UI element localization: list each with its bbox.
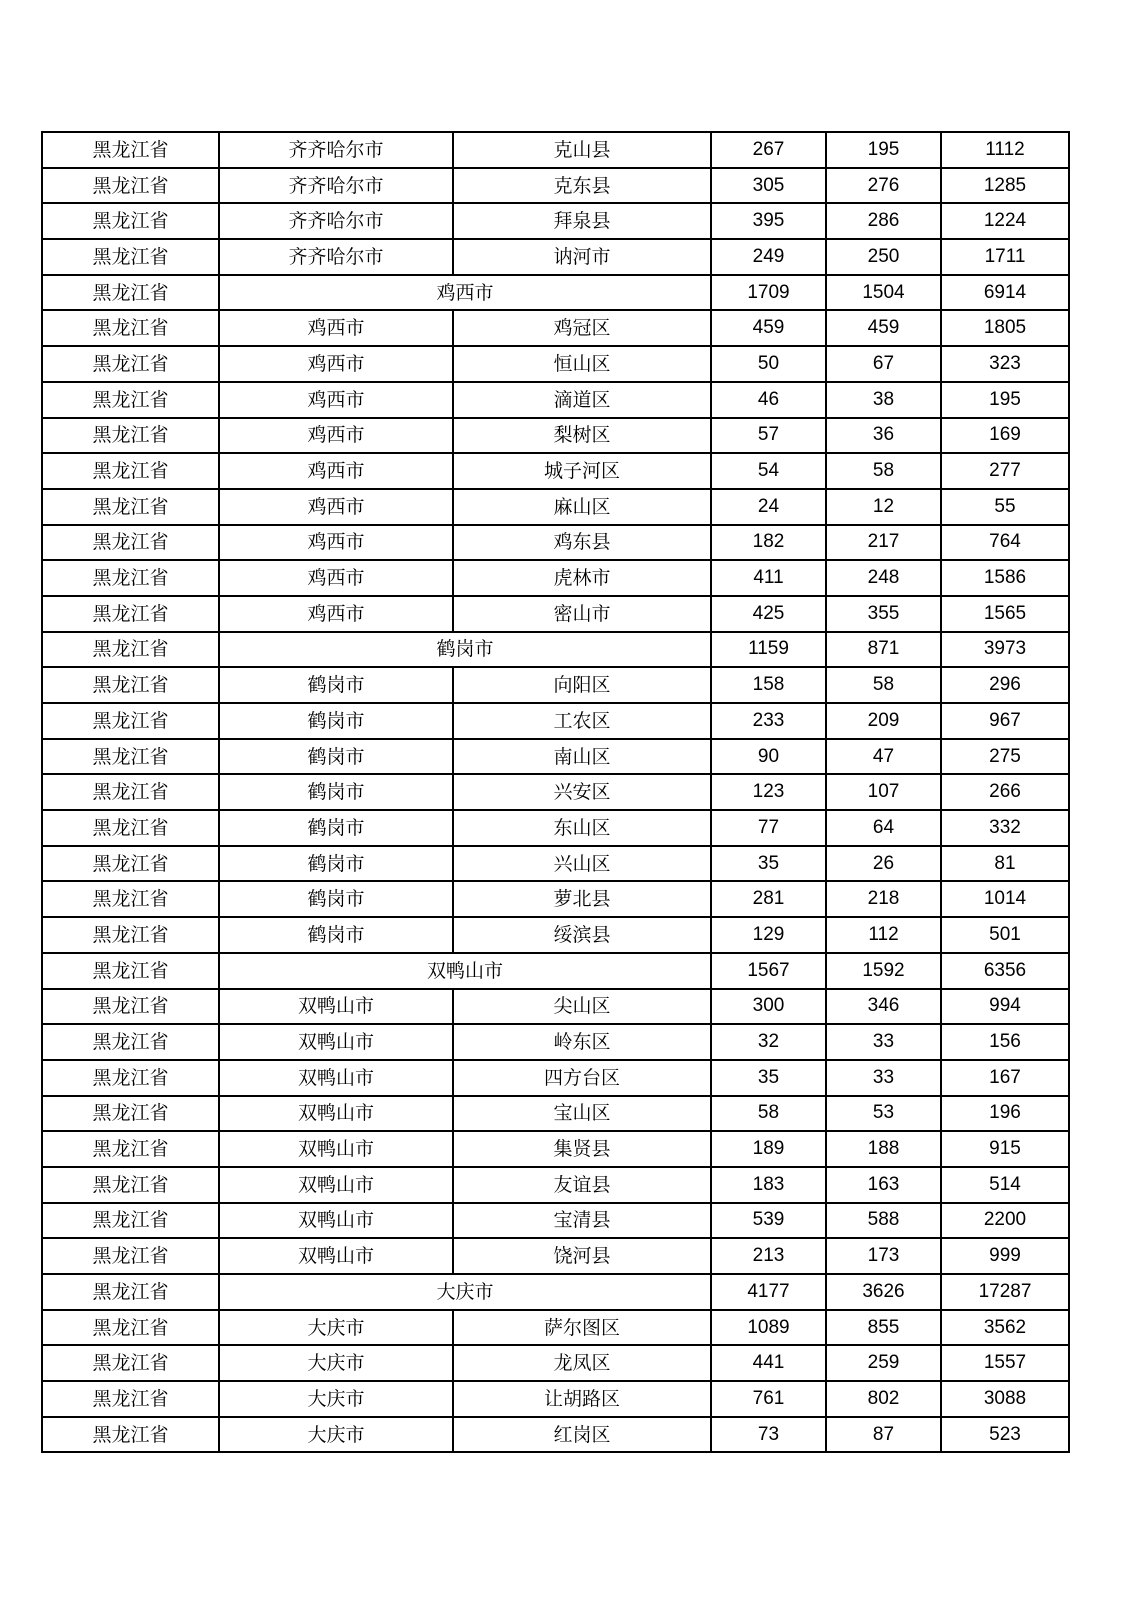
value-3-cell: 1586 [941,560,1069,596]
value-3-cell: 6356 [941,953,1069,989]
province-cell: 黑龙江省 [42,667,219,703]
district-cell: 萨尔图区 [453,1310,711,1346]
province-cell: 黑龙江省 [42,1131,219,1167]
table-row [42,1131,1069,1167]
table-body [42,132,1069,1452]
value-3-cell: 1805 [941,310,1069,346]
province-cell: 黑龙江省 [42,132,219,168]
district-cell: 工农区 [453,703,711,739]
district-cell: 鸡冠区 [453,310,711,346]
province-cell: 黑龙江省 [42,1417,219,1453]
value-1-cell: 1159 [711,632,826,668]
province-cell: 黑龙江省 [42,168,219,204]
value-1-cell: 73 [711,1417,826,1453]
table-row [42,132,1069,168]
value-2-cell: 53 [826,1096,941,1132]
district-cell: 尖山区 [453,989,711,1025]
district-cell: 拜泉县 [453,203,711,239]
value-3-cell: 915 [941,1131,1069,1167]
province-cell: 黑龙江省 [42,703,219,739]
value-1-cell: 24 [711,489,826,525]
province-cell: 黑龙江省 [42,560,219,596]
province-cell: 黑龙江省 [42,1381,219,1417]
value-1-cell: 46 [711,382,826,418]
province-cell: 黑龙江省 [42,1024,219,1060]
value-1-cell: 77 [711,810,826,846]
value-3-cell: 17287 [941,1274,1069,1310]
table-row [42,418,1069,454]
city-cell: 鹤岗市 [219,667,453,703]
value-2-cell: 802 [826,1381,941,1417]
district-cell: 城子河区 [453,453,711,489]
city-total-cell: 鹤岗市 [219,632,711,668]
province-cell: 黑龙江省 [42,1060,219,1096]
value-2-cell: 87 [826,1417,941,1453]
district-cell: 南山区 [453,739,711,775]
value-1-cell: 57 [711,418,826,454]
value-1-cell: 50 [711,346,826,382]
value-3-cell: 1557 [941,1345,1069,1381]
value-1-cell: 300 [711,989,826,1025]
table-row [42,1203,1069,1239]
value-1-cell: 32 [711,1024,826,1060]
value-2-cell: 36 [826,418,941,454]
value-3-cell: 277 [941,453,1069,489]
value-2-cell: 218 [826,881,941,917]
city-cell: 大庆市 [219,1310,453,1346]
value-3-cell: 169 [941,418,1069,454]
table-row [42,346,1069,382]
value-3-cell: 764 [941,525,1069,561]
city-cell: 鸡西市 [219,418,453,454]
value-1-cell: 459 [711,310,826,346]
value-2-cell: 33 [826,1060,941,1096]
province-cell: 黑龙江省 [42,596,219,632]
value-1-cell: 539 [711,1203,826,1239]
value-3-cell: 1014 [941,881,1069,917]
district-cell: 四方台区 [453,1060,711,1096]
district-cell: 讷河市 [453,239,711,275]
value-1-cell: 58 [711,1096,826,1132]
province-cell: 黑龙江省 [42,739,219,775]
district-cell: 虎林市 [453,560,711,596]
value-2-cell: 248 [826,560,941,596]
value-2-cell: 588 [826,1203,941,1239]
province-cell: 黑龙江省 [42,203,219,239]
district-cell: 龙凤区 [453,1345,711,1381]
table-row [42,667,1069,703]
city-cell: 大庆市 [219,1417,453,1453]
value-2-cell: 47 [826,739,941,775]
province-cell: 黑龙江省 [42,453,219,489]
subtotal-row [42,275,1069,311]
table-row [42,774,1069,810]
city-cell: 鹤岗市 [219,774,453,810]
province-cell: 黑龙江省 [42,989,219,1025]
district-cell: 岭东区 [453,1024,711,1060]
value-1-cell: 1567 [711,953,826,989]
district-cell: 滴道区 [453,382,711,418]
table-row [42,239,1069,275]
city-cell: 双鸭山市 [219,1131,453,1167]
value-3-cell: 1285 [941,168,1069,204]
city-cell: 双鸭山市 [219,1060,453,1096]
city-cell: 鸡西市 [219,525,453,561]
value-3-cell: 332 [941,810,1069,846]
value-1-cell: 1709 [711,275,826,311]
city-cell: 鸡西市 [219,489,453,525]
value-3-cell: 967 [941,703,1069,739]
value-1-cell: 281 [711,881,826,917]
province-cell: 黑龙江省 [42,774,219,810]
district-cell: 鸡东县 [453,525,711,561]
table-row [42,703,1069,739]
table-row [42,1024,1069,1060]
district-cell: 向阳区 [453,667,711,703]
value-2-cell: 855 [826,1310,941,1346]
province-cell: 黑龙江省 [42,917,219,953]
value-2-cell: 346 [826,989,941,1025]
province-cell: 黑龙江省 [42,1238,219,1274]
table-row [42,1417,1069,1453]
city-cell: 鹤岗市 [219,917,453,953]
value-3-cell: 323 [941,346,1069,382]
value-1-cell: 35 [711,1060,826,1096]
value-3-cell: 55 [941,489,1069,525]
city-cell: 双鸭山市 [219,1238,453,1274]
value-3-cell: 514 [941,1167,1069,1203]
table-row [42,810,1069,846]
district-cell: 宝清县 [453,1203,711,1239]
value-2-cell: 286 [826,203,941,239]
district-cell: 恒山区 [453,346,711,382]
city-total-cell: 大庆市 [219,1274,711,1310]
value-2-cell: 112 [826,917,941,953]
value-2-cell: 58 [826,453,941,489]
city-cell: 双鸭山市 [219,1203,453,1239]
district-cell: 克山县 [453,132,711,168]
table-row [42,989,1069,1025]
value-2-cell: 1504 [826,275,941,311]
district-cell: 饶河县 [453,1238,711,1274]
province-cell: 黑龙江省 [42,1096,219,1132]
district-cell: 宝山区 [453,1096,711,1132]
table-row [42,1096,1069,1132]
value-2-cell: 1592 [826,953,941,989]
city-cell: 鸡西市 [219,382,453,418]
value-2-cell: 188 [826,1131,941,1167]
district-cell: 麻山区 [453,489,711,525]
table-row [42,525,1069,561]
province-cell: 黑龙江省 [42,1274,219,1310]
district-cell: 友谊县 [453,1167,711,1203]
value-2-cell: 26 [826,846,941,882]
city-cell: 鸡西市 [219,596,453,632]
city-cell: 鸡西市 [219,453,453,489]
province-cell: 黑龙江省 [42,346,219,382]
table-row [42,489,1069,525]
value-1-cell: 761 [711,1381,826,1417]
district-cell: 东山区 [453,810,711,846]
value-3-cell: 196 [941,1096,1069,1132]
table-row [42,1310,1069,1346]
value-2-cell: 871 [826,632,941,668]
value-2-cell: 163 [826,1167,941,1203]
province-cell: 黑龙江省 [42,1310,219,1346]
district-cell: 萝北县 [453,881,711,917]
value-3-cell: 999 [941,1238,1069,1274]
value-1-cell: 411 [711,560,826,596]
district-cell: 绥滨县 [453,917,711,953]
value-1-cell: 305 [711,168,826,204]
province-cell: 黑龙江省 [42,953,219,989]
city-cell: 双鸭山市 [219,1096,453,1132]
value-1-cell: 158 [711,667,826,703]
data-table [41,131,1070,1453]
value-1-cell: 4177 [711,1274,826,1310]
value-3-cell: 275 [941,739,1069,775]
city-cell: 鹤岗市 [219,810,453,846]
province-cell: 黑龙江省 [42,1203,219,1239]
province-cell: 黑龙江省 [42,881,219,917]
value-2-cell: 173 [826,1238,941,1274]
value-2-cell: 67 [826,346,941,382]
value-1-cell: 441 [711,1345,826,1381]
value-1-cell: 213 [711,1238,826,1274]
value-3-cell: 1112 [941,132,1069,168]
city-cell: 齐齐哈尔市 [219,203,453,239]
value-2-cell: 459 [826,310,941,346]
province-cell: 黑龙江省 [42,382,219,418]
district-cell: 红岗区 [453,1417,711,1453]
district-cell: 让胡路区 [453,1381,711,1417]
city-cell: 双鸭山市 [219,989,453,1025]
value-3-cell: 2200 [941,1203,1069,1239]
value-3-cell: 195 [941,382,1069,418]
city-cell: 鸡西市 [219,560,453,596]
value-1-cell: 1089 [711,1310,826,1346]
value-2-cell: 217 [826,525,941,561]
value-2-cell: 33 [826,1024,941,1060]
value-2-cell: 355 [826,596,941,632]
city-cell: 齐齐哈尔市 [219,239,453,275]
value-1-cell: 189 [711,1131,826,1167]
city-cell: 鸡西市 [219,346,453,382]
value-1-cell: 267 [711,132,826,168]
city-cell: 齐齐哈尔市 [219,168,453,204]
table-row [42,1060,1069,1096]
district-cell: 密山市 [453,596,711,632]
value-3-cell: 1711 [941,239,1069,275]
value-1-cell: 183 [711,1167,826,1203]
city-total-cell: 鸡西市 [219,275,711,311]
value-2-cell: 259 [826,1345,941,1381]
table-row [42,1345,1069,1381]
table-row [42,168,1069,204]
value-2-cell: 107 [826,774,941,810]
value-3-cell: 523 [941,1417,1069,1453]
value-2-cell: 3626 [826,1274,941,1310]
table-row [42,203,1069,239]
province-cell: 黑龙江省 [42,632,219,668]
city-cell: 鸡西市 [219,310,453,346]
value-2-cell: 58 [826,667,941,703]
value-1-cell: 233 [711,703,826,739]
value-3-cell: 81 [941,846,1069,882]
district-cell: 兴安区 [453,774,711,810]
value-3-cell: 1224 [941,203,1069,239]
province-cell: 黑龙江省 [42,525,219,561]
value-2-cell: 195 [826,132,941,168]
value-3-cell: 994 [941,989,1069,1025]
city-cell: 鹤岗市 [219,881,453,917]
district-cell: 集贤县 [453,1131,711,1167]
value-1-cell: 54 [711,453,826,489]
value-3-cell: 266 [941,774,1069,810]
city-cell: 大庆市 [219,1345,453,1381]
value-1-cell: 249 [711,239,826,275]
table-row [42,1238,1069,1274]
value-3-cell: 3088 [941,1381,1069,1417]
value-1-cell: 129 [711,917,826,953]
province-cell: 黑龙江省 [42,275,219,311]
table-row [42,1381,1069,1417]
value-1-cell: 425 [711,596,826,632]
value-1-cell: 123 [711,774,826,810]
value-3-cell: 167 [941,1060,1069,1096]
city-cell: 鹤岗市 [219,846,453,882]
subtotal-row [42,953,1069,989]
table-row [42,310,1069,346]
table-row [42,560,1069,596]
table-row [42,881,1069,917]
value-2-cell: 276 [826,168,941,204]
value-3-cell: 156 [941,1024,1069,1060]
city-cell: 鹤岗市 [219,703,453,739]
table-row [42,596,1069,632]
value-1-cell: 35 [711,846,826,882]
table-row [42,382,1069,418]
city-cell: 鹤岗市 [219,739,453,775]
province-cell: 黑龙江省 [42,810,219,846]
value-2-cell: 12 [826,489,941,525]
table-row [42,739,1069,775]
table-row [42,1167,1069,1203]
subtotal-row [42,1274,1069,1310]
value-3-cell: 501 [941,917,1069,953]
value-3-cell: 296 [941,667,1069,703]
value-2-cell: 64 [826,810,941,846]
province-cell: 黑龙江省 [42,1345,219,1381]
value-3-cell: 6914 [941,275,1069,311]
city-cell: 双鸭山市 [219,1024,453,1060]
table-row [42,917,1069,953]
table-row [42,453,1069,489]
province-cell: 黑龙江省 [42,239,219,275]
province-cell: 黑龙江省 [42,489,219,525]
province-cell: 黑龙江省 [42,1167,219,1203]
value-3-cell: 1565 [941,596,1069,632]
value-1-cell: 182 [711,525,826,561]
value-2-cell: 250 [826,239,941,275]
value-1-cell: 90 [711,739,826,775]
value-1-cell: 395 [711,203,826,239]
city-cell: 双鸭山市 [219,1167,453,1203]
province-cell: 黑龙江省 [42,846,219,882]
value-2-cell: 209 [826,703,941,739]
value-2-cell: 38 [826,382,941,418]
province-cell: 黑龙江省 [42,310,219,346]
district-cell: 克东县 [453,168,711,204]
city-cell: 齐齐哈尔市 [219,132,453,168]
city-cell: 大庆市 [219,1381,453,1417]
district-cell: 兴山区 [453,846,711,882]
district-cell: 梨树区 [453,418,711,454]
table-row [42,846,1069,882]
value-3-cell: 3973 [941,632,1069,668]
value-3-cell: 3562 [941,1310,1069,1346]
city-total-cell: 双鸭山市 [219,953,711,989]
province-cell: 黑龙江省 [42,418,219,454]
subtotal-row [42,632,1069,668]
